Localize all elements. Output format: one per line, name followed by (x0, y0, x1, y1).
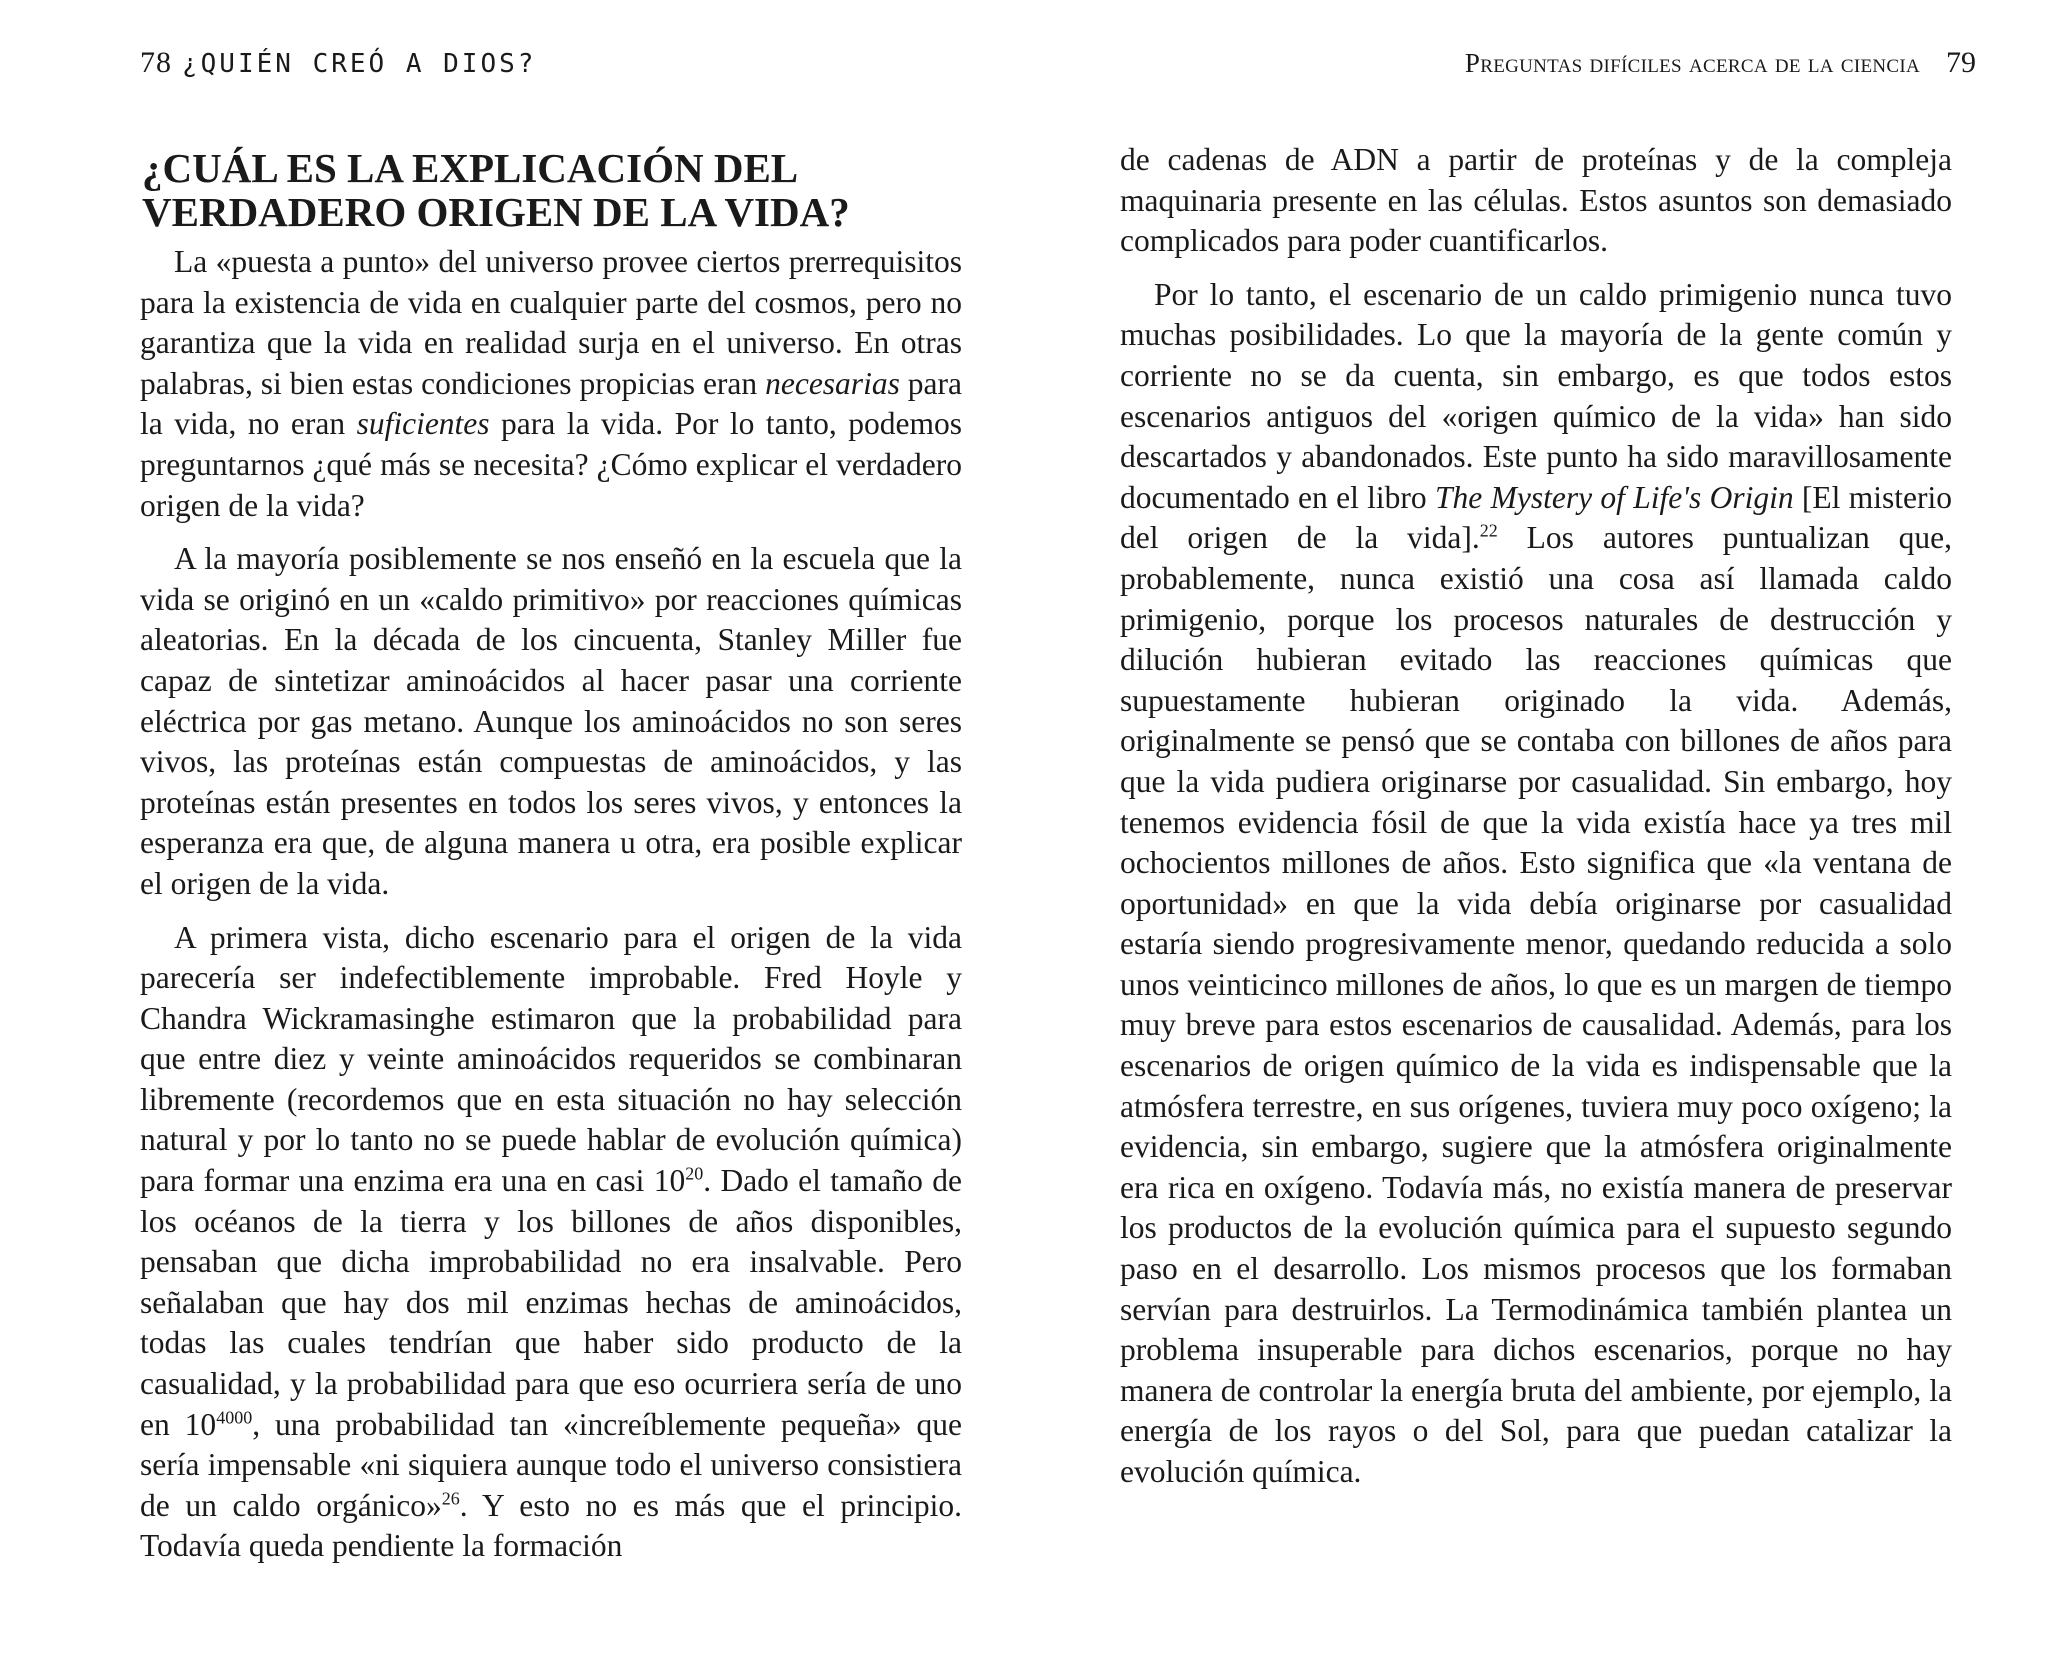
section-heading: ¿CUÁL ES LA EXPLICACIÓN DEL VERDADERO ORIGEN DE LA VIDA? (142, 145, 850, 235)
right-running-head (1465, 46, 1976, 80)
right-page (1024, 0, 2048, 1668)
paragraph: La «puesta a punto» del universo provee ciertos prerrequisitos para la existencia de vida en cualquier parte del cosmos, pero no garantiza que la vida en realidad surja en el universo. En otras palabras, si bien estas condiciones propicias eran necesarias para la vida, no eran suficientes para la vida. Por lo tanto, podemos preguntarnos ¿qué más se necesita? ¿Cómo explicar el verdadero origen de la vida? (140, 244, 963, 523)
paragraph: A primera vista, dicho escenario para el origen de la vida parecería ser indefectiblemente improbable. Fred Hoyle y Chandra Wickramasinghe estimaron que la probabilidad para que entre diez y veinte aminoácidos requeridos se combinaran libremente (recordemos que en esta situación no hay selección natural y por lo tanto no se puede hablar de evolución química) para formar una enzima era una en casi $10^{20}$. Dado el tamaño de los océanos de la tierra y los billones de años disponibles, pensaban que dicha improbabilidad no era insalvable. Pero señalaban que hay dos mil enzimas hechas de aminoácidos, todas las cuales tendrían que haber sido producto de la casualidad, y la probabilidad para que eso ocurriera sería de uno en $10^{4000}$, una probabilidad tan «increíblemente pequeña» que sería impensable «ni siquiera aunque todo el universo consistiera de un caldo orgánico»$^{26}$. Y esto no es más que el principio. Todavía queda pendiente la formación (140, 919, 962, 1564)
right-body-text (1120, 140, 1952, 1506)
right-page-number: 79 (1946, 46, 1976, 79)
left-body-text (140, 242, 962, 1580)
paragraph: Por lo tanto, el escenario de un caldo primigenio nunca tuvo muchas posibilidades. Lo que la mayoría de la gente común y corriente no se da cuenta, sin embargo, es que todos estos escenarios antiguos del «origen químico de la vida» han sido descartados y abandonados. Este punto ha sido maravillosamente documentado en el libro The Mystery of Life's Origin [El misterio del origen de la vida].$^{22}$ Los autores puntualizan que, probablemente, nunca existió una cosa así llamada caldo primigenio, porque los procesos naturales de destrucción y dilución hubieran evitado las reacciones químicas que supuestamente hubieran originado la vida. Además, originalmente se pensó que se contaba con billones de años para que la vida pudiera originarse por casualidad. Sin embargo, hoy tenemos evidencia fósil de que la vida existía hace ya tres mil ochocientos millones de años. Esto significa que «la ventana de oportunidad» en que la vida debía originarse por casualidad estaría siendo progresivamente menor, quedando reducida a solo unos veinticinco millones de años, lo que es un margen de tiempo muy breve para estos escenarios de causalidad. Además, para los escenarios de origen químico de la vida es indispensable que la atmósfera terrestre, en sus orígenes, tuviera muy poco oxígeno; la evidencia, sin embargo, sugiere que la atmósfera originalmente era rica en oxígeno. Todavía más, no existía manera de preservar los productos de la evolución química para el supuesto segundo paso en el desarrollo. Los mismos procesos que los formaban servían para destruirlos. La Termodinámica también plantea un problema insuperable para dichos escenarios, porque no hay manera de controlar la energía bruta del ambiente, por ejemplo, la energía de los rayos o del Sol, para que puedan catalizar la evolución química. (1120, 276, 1952, 1489)
left-running-title: ¿QUIÉN CREÓ A DIOS? (182, 49, 537, 79)
exponent: 20 (685, 1163, 704, 1184)
paragraph: A la mayoría posiblemente se nos enseñó en la escuela que la vida se originó en un «caldo primitivo» por reacciones químicas aleatorias. En la década de los cincuenta, Stanley Miller fue capaz de sintetizar aminoácidos al hacer pasar una corriente eléctrica por gas metano. Aunque los aminoácidos no son seres vivos, las proteínas están compuestas de aminoácidos, y las proteínas están presentes en todos los seres vivos, y entonces la esperanza era que, de alguna manera u otra, era posible explicar el origen de la vida. (140, 541, 962, 901)
exponent: 4000 (216, 1407, 253, 1428)
footnote-ref[interactable]: 22 (1479, 520, 1498, 541)
emphasis: necesarias (765, 365, 900, 401)
footnote-ref[interactable]: 26 (441, 1488, 460, 1509)
left-running-head (140, 46, 536, 80)
paragraph: de cadenas de ADN a partir de proteínas y de la compleja maquinaria presente en las células. Estos asuntos son demasiado complicados para poder cuantificarlos. (1120, 142, 1952, 259)
left-page-number: 78 (140, 46, 172, 79)
book-title: The Mystery of Life's Origin (1435, 479, 1794, 515)
emphasis: suficientes (356, 406, 490, 442)
right-running-title: Preguntas difíciles acerca de la ciencia (1464, 48, 1920, 78)
